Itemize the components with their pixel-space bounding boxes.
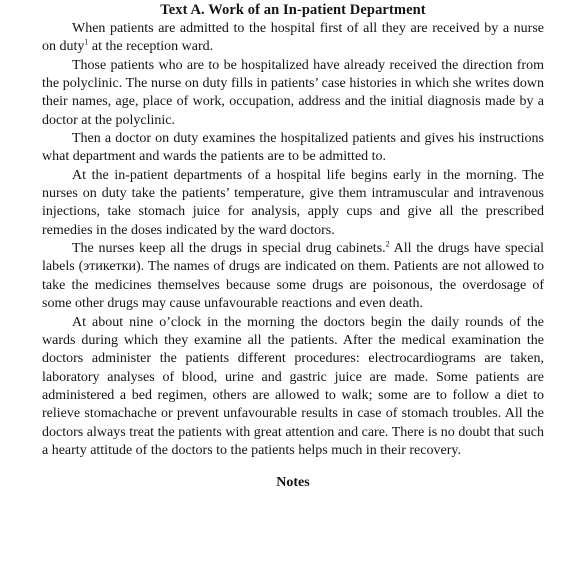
text-title: Text A. Work of an In-patient Department (160, 2, 426, 18)
paragraph-3: Then a doctor on duty examines the hospitalized patients and gives his instructions what department and wards the patients are to be admitted to. (42, 131, 544, 165)
paragraph-1-text: When patients are admitted to the hospital first of all they are received by a nurse on duty (42, 21, 544, 55)
document-page (42, 1, 544, 492)
paragraph-4: At the in-patient departments of a hospital life begins early in the morning. The nurses on duty take the patients’ temperature, give them intramuscular and intravenous injections, take stomach juice for analysis, apply cups and give all the prescribed remedies in the doses indicated by the ward doctors. (42, 167, 544, 238)
paragraph-6: At about nine o’clock in the morning the doctors begin the daily rounds of the wards during which they examine all the patients. After the medical examination the doctors administer the patients different procedures: electrocardiograms are taken, laboratory analyses of blood, urine and gastric juice are made. Some patients are administered a bed regimen, others are allowed to walk; some are to follow a diet to relieve stomachache or prevent unfavourable results in case of stomach troubles. All the doctors always treat the patients with great attention and care. There is no doubt that such a hearty attitude of the doctors to the patients helps much in their recovery. (42, 314, 544, 458)
footnote-marker-2: 2 (385, 239, 390, 249)
paragraph-5-text-end: All the drugs have special labels (этикетки). The names of drugs are indicated on them. Patients are not allowed to take the medicines themselves because some drugs are poisonous, the overdosage of some other drugs may cause unfavourable reactions and even death. (42, 241, 544, 312)
paragraph-5-text: The nurses keep all the drugs in special drug cabinets. (72, 241, 386, 257)
paragraph-2: Those patients who are to be hospitalized have already received the direction from the polyclinic. The nurse on duty fills in patients’ case histories in which she writes down their names, age, place of work, occupation, address and the initial diagnosis made by a doctor at the polyclinic. (42, 57, 544, 128)
footnote-marker-1: 1 (84, 37, 89, 47)
notes-heading: Notes (276, 475, 310, 491)
paragraph-1-text-end: at the reception ward. (88, 39, 214, 55)
paragraph-1 (42, 20, 544, 57)
paragraph-5 (42, 240, 544, 313)
